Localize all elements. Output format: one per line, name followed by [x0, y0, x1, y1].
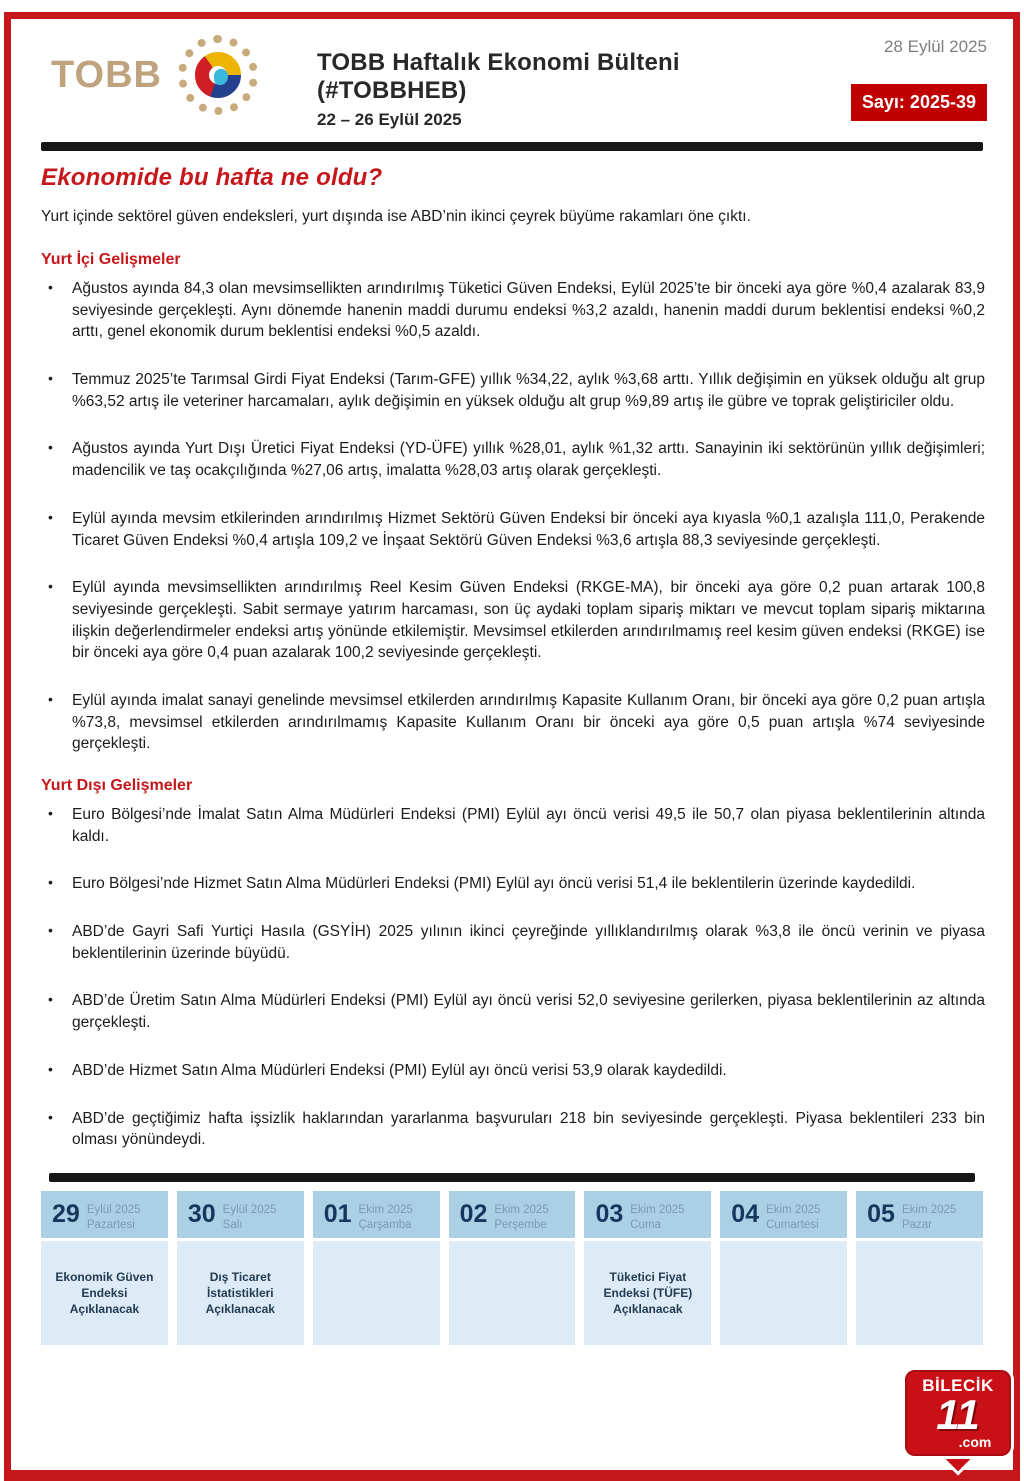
headline: Ekonomide bu hafta ne oldu? — [41, 164, 383, 191]
calendar-day-body — [177, 1241, 304, 1345]
calendar-day-card — [41, 1191, 168, 1345]
calendar-day-meta — [87, 1202, 141, 1229]
calendar-day-number: 04 — [731, 1199, 760, 1228]
calendar-day-meta — [630, 1202, 684, 1229]
bullet-marker: • — [48, 1060, 53, 1077]
bilecik11-name: BİLECİK — [922, 1376, 994, 1395]
calendar-day-header — [449, 1191, 576, 1238]
calendar-month: Ekim 2025 — [358, 1203, 413, 1216]
bullet-marker: • — [48, 922, 53, 939]
bullet-marker: • — [48, 439, 53, 456]
bullet-text: Ağustos ayında 84,3 olan mevsimsellikten arındırılmış Tüketici Güven Endeksi, Eylül 2025’te bir önceki aya göre %0,4 azalarak 83,9 seviyesinde gerçekleşti. Aynı dönemde hanenin maddi durumu endeksi %3,2 azaldı, hanenin maddi durum beklentisi endeksi %0,2 arttı, genel ekonomik durum beklentisi endeksi %0,5 azaldı. — [72, 280, 985, 341]
intro-paragraph: Yurt içinde sektörel güven endeksleri, yurt dışında ise ABD’nin ikinci çeyrek büyüme rakamları öne çıktı. — [41, 208, 751, 225]
bullet-item — [41, 921, 985, 964]
calendar-day-header — [856, 1191, 983, 1238]
calendar-day-number: 30 — [187, 1199, 216, 1228]
calendar-day-header — [720, 1191, 847, 1238]
bullet-text: ABD’de geçtiğimiz hafta işsizlik haklarından yararlanma başvuruları 218 bin seviyesinde gerçekleşti. Piyasa beklentileri 233 bin olması yönündeydi. — [72, 1109, 985, 1149]
calendar-day-number: 03 — [595, 1199, 624, 1228]
calendar-weekday: Cumartesi — [766, 1218, 819, 1231]
calendar-day-header — [177, 1191, 304, 1238]
header-divider — [41, 142, 983, 151]
calendar-event: Tüketici Fiyat Endeksi (TÜFE) Açıklanacak — [603, 1269, 693, 1316]
calendar-day-meta — [223, 1202, 277, 1229]
bullet-item — [41, 278, 985, 343]
publication-date: 28 Eylül 2025 — [883, 37, 987, 56]
bullet-item — [41, 804, 985, 847]
page-title: TOBB Haftalık Ekonomi Bülteni (#TOBBHEB) — [317, 49, 680, 104]
bullet-marker: • — [48, 991, 53, 1008]
bullet-item — [41, 1108, 985, 1151]
calendar-weekday: Cuma — [630, 1218, 661, 1231]
bullet-text: Ağustos ayında Yurt Dışı Üretici Fiyat Endeksi (YD-ÜFE) yıllık %28,01, aylık %1,32 arttı. Sanayinin iki sektörünün yıllık değişimleri; madencilik ve taş ocakçılığında %27,06 artış, imalatta %28,03 artış olarak gerçekleşti. — [72, 440, 985, 480]
tobb-logo-text: TOBB — [51, 53, 162, 96]
calendar-day-card — [449, 1191, 576, 1345]
bullet-marker: • — [48, 805, 53, 821]
calendar-day-meta — [494, 1202, 548, 1229]
bullet-item — [41, 508, 985, 551]
foreign-bullet-list — [41, 804, 985, 1151]
bullet-text: ABD’de Üretim Satın Alma Müdürleri Endeksi (PMI) Eylül ayı öncü verisi 52,0 seviyesine gerilerken, piyasa beklentilerinin az altında gerçekleşti. — [72, 992, 985, 1032]
bullet-marker: • — [48, 508, 53, 525]
calendar-month: Ekim 2025 — [494, 1203, 549, 1216]
calendar-event: Ekonomik Güven Endeksi Açıklanacak — [55, 1269, 154, 1316]
header — [33, 19, 991, 130]
calendar-weekday: Çarşamba — [358, 1218, 412, 1231]
bullet-marker: • — [48, 279, 53, 295]
calendar-month: Eylül 2025 — [222, 1203, 277, 1216]
bullet-marker: • — [48, 874, 53, 891]
bulletin-page — [11, 19, 1013, 1470]
bullet-item — [41, 369, 985, 412]
calendar-day-header — [584, 1191, 711, 1238]
bullet-item — [41, 1060, 985, 1082]
bullet-item — [41, 990, 985, 1033]
bullet-text: ABD’de Gayri Safi Yurtiçi Hasıla (GSYİH) 2025 yılının ikinci çeyreğinde yıllıklandırılmış olarak %3,8 ile öncü verinin ve piyasa beklentilerinin üzerinde büyüdü. — [72, 923, 985, 962]
calendar-day-body — [313, 1241, 440, 1345]
bullet-marker: • — [48, 1108, 53, 1125]
calendar-month: Ekim 2025 — [630, 1203, 685, 1216]
calendar-day-meta — [359, 1202, 413, 1229]
calendar-month: Ekim 2025 — [901, 1203, 957, 1216]
calendar-month: Eylül 2025 — [86, 1203, 141, 1216]
title-block — [303, 35, 815, 130]
calendar-day-card — [313, 1191, 440, 1345]
calendar-day-number: 05 — [867, 1199, 895, 1228]
domestic-bullet-list — [41, 278, 985, 755]
bullet-text: Euro Bölgesi’nde İmalat Satın Alma Müdürleri Endeksi (PMI) Eylül ayı öncü verisi 49,5 ile 50,7 olan piyasa beklentilerinin altında kaldı. — [72, 806, 985, 845]
calendar-divider — [49, 1173, 975, 1182]
calendar-day-meta — [902, 1202, 956, 1229]
bullet-item — [41, 438, 985, 481]
header-right — [815, 35, 987, 121]
bilecik11-badge — [905, 1370, 1011, 1456]
page-subtitle: 22 – 26 Eylül 2025 — [317, 110, 462, 129]
bullet-text: Eylül ayında imalat sanayi genelinde mevsimsel etkilerden arındırılmış Kapasite Kullanım Oranı, bir önceki aya göre 0,2 puan artışla %73,8, mevsimsel etkilerden arındırılmamış Kapasite Kullanım Oranı bir önceki aya göre 0,5 puan artışla %74 seviyesinde gerçekleşti. — [72, 691, 985, 753]
calendar-weekday: Pazar — [901, 1218, 933, 1231]
calendar-event: Dış Ticaret İstatistikleri Açıklanacak — [205, 1269, 275, 1316]
bullet-marker: • — [48, 578, 53, 595]
bullet-text: Euro Bölgesi’nde Hizmet Satın Alma Müdürleri Endeksi (PMI) Eylül ayı öncü verisi 51,4 ile beklentilerin üzerinde kaydedildi. — [72, 875, 916, 893]
bullet-item — [41, 690, 985, 755]
bilecik11-domain: .com — [958, 1433, 992, 1450]
calendar-day-body — [449, 1241, 576, 1345]
issue-badge: Sayı: 2025-39 — [851, 84, 987, 121]
bullet-item — [41, 577, 985, 664]
calendar-day-header — [41, 1191, 168, 1238]
tobb-logo — [51, 35, 303, 115]
bilecik11-logo — [905, 1370, 1011, 1456]
calendar-day-meta — [766, 1202, 820, 1229]
calendar-day-header — [313, 1191, 440, 1238]
tobb-emblem-icon — [178, 35, 258, 115]
section-title-foreign: Yurt Dışı Gelişmeler — [41, 777, 193, 794]
calendar-weekday: Pazartesi — [86, 1218, 135, 1231]
calendar-day-body — [720, 1241, 847, 1345]
calendar-day-card — [177, 1191, 304, 1345]
bullet-text: Eylül ayında mevsim etkilerinden arındırılmış Hizmet Sektörü Güven Endeksi bir önceki aya kıyasla %0,1 azalışla 111,0, Perakende Ticaret Güven Endeksi %0,4 artışla 109,2 ve İnşaat Sektörü Güven Endeksi %3,6 artışla 88,3 seviyesinde gerçekleşti. — [72, 509, 985, 549]
calendar-day-card — [856, 1191, 983, 1345]
calendar-day-body — [41, 1241, 168, 1345]
calendar-month: Ekim 2025 — [766, 1203, 821, 1216]
calendar-day-number: 02 — [459, 1199, 488, 1228]
bullet-text: Temmuz 2025’te Tarımsal Girdi Fiyat Endeksi (Tarım-GFE) yıllık %34,22, aylık %3,68 arttı. Yıllık değişimin en yüksek olduğu alt grup %63,52 artış ile veteriner harcamaları, aylık değişimin en yüksek olduğu alt grup %9,89 artış ile gübre ve toprak geliştiriciler oldu. — [72, 371, 985, 410]
calendar-day-card — [584, 1191, 711, 1345]
bullet-text: ABD’de Hizmet Satın Alma Müdürleri Endeksi (PMI) Eylül ayı öncü verisi 53,9 olarak kaydedildi. — [72, 1061, 727, 1079]
calendar-weekday: Perşembe — [494, 1218, 547, 1231]
calendar-day-number: 01 — [323, 1199, 352, 1228]
bullet-text: Eylül ayında mevsimsellikten arındırılmış Reel Kesim Güven Endeksi (RKGE-MA), bir önceki aya göre 0,2 puan artarak 100,8 seviyesinde gerçekleşti. Sabit sermaye yatırım harcaması, son üç aydaki toplam sipariş miktarı ve mevcut toplam sipariş miktarına ilişkin değerlendirmeler endeksi artış yönünde etkilemiştir. Mevsimsel etkilerden arındırılmamış reel kesim güven endeksi (RKGE) ise bir önceki aya göre 0,4 puan azalarak 100,2 seviyesinde gerçekleşti. — [72, 579, 985, 662]
calendar-day-body — [856, 1241, 983, 1345]
bullet-item — [41, 873, 985, 895]
main-content — [33, 164, 991, 1151]
calendar-day-number: 29 — [52, 1199, 80, 1228]
bullet-marker: • — [48, 370, 53, 387]
calendar-day-body — [584, 1241, 711, 1345]
calendar-day-card — [720, 1191, 847, 1345]
week-calendar — [33, 1191, 991, 1345]
section-title-domestic: Yurt İçi Gelişmeler — [41, 251, 181, 268]
bullet-marker: • — [48, 690, 53, 707]
calendar-weekday: Salı — [222, 1218, 243, 1231]
bilecik11-number: 11 — [936, 1391, 980, 1438]
